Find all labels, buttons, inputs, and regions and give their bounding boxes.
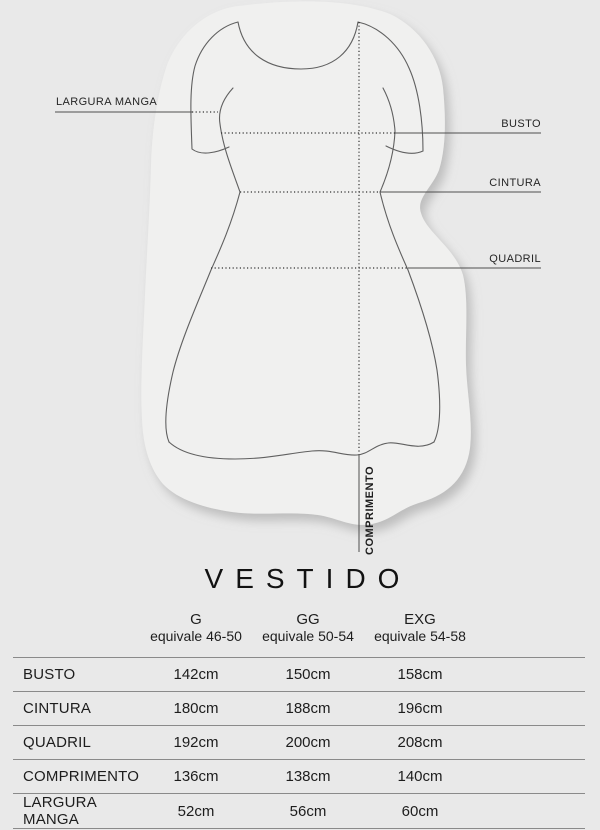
bust-label: BUSTO	[501, 118, 541, 130]
size-equivalence: equivale 50-54	[262, 628, 354, 644]
sleeve-width-label: LARGURA MANGA	[56, 96, 158, 108]
measure-value: 150cm	[252, 658, 364, 692]
table-row-quadril	[13, 726, 585, 760]
size-equivalence: equivale 46-50	[150, 628, 242, 644]
table-filler-cell	[476, 726, 585, 760]
row-label: QUADRIL	[13, 726, 140, 760]
row-label: LARGURA MANGA	[13, 794, 140, 829]
measure-value: 158cm	[364, 658, 476, 692]
measure-value: 136cm	[140, 760, 252, 794]
hip-label: QUADRIL	[489, 253, 541, 265]
table-header-row	[13, 606, 585, 658]
table-filler-cell	[476, 658, 585, 692]
measure-value: 180cm	[140, 692, 252, 726]
measure-value: 142cm	[140, 658, 252, 692]
measure-value: 208cm	[364, 726, 476, 760]
row-label: COMPRIMENTO	[13, 760, 140, 794]
table-filler-cell	[476, 606, 585, 658]
size-name: G	[190, 611, 202, 628]
table-corner-cell	[13, 606, 140, 658]
table-filler-cell	[476, 794, 585, 829]
size-equivalence: equivale 54-58	[374, 628, 466, 644]
measure-value: 140cm	[364, 760, 476, 794]
measure-value: 60cm	[364, 794, 476, 829]
table-row-comprimento	[13, 760, 585, 794]
row-label: CINTURA	[13, 692, 140, 726]
measure-value: 188cm	[252, 692, 364, 726]
measure-value: 196cm	[364, 692, 476, 726]
column-header-exg	[364, 606, 476, 658]
table-row-busto	[13, 658, 585, 692]
table-filler-cell	[476, 692, 585, 726]
length-label: COMPRIMENTO	[364, 465, 376, 555]
page-title: VESTIDO	[204, 563, 412, 594]
table-row-largura-manga	[13, 794, 585, 829]
measure-value: 52cm	[140, 794, 252, 829]
column-header-g	[140, 606, 252, 658]
measure-value: 192cm	[140, 726, 252, 760]
waist-label: CINTURA	[489, 177, 541, 189]
table-filler-cell	[476, 760, 585, 794]
row-label: BUSTO	[13, 658, 140, 692]
table-row-cintura	[13, 692, 585, 726]
measure-value: 56cm	[252, 794, 364, 829]
measure-value: 200cm	[252, 726, 364, 760]
size-name: EXG	[404, 611, 436, 628]
size-table	[13, 606, 585, 829]
size-name: GG	[296, 611, 320, 628]
column-header-gg	[252, 606, 364, 658]
measure-value: 138cm	[252, 760, 364, 794]
